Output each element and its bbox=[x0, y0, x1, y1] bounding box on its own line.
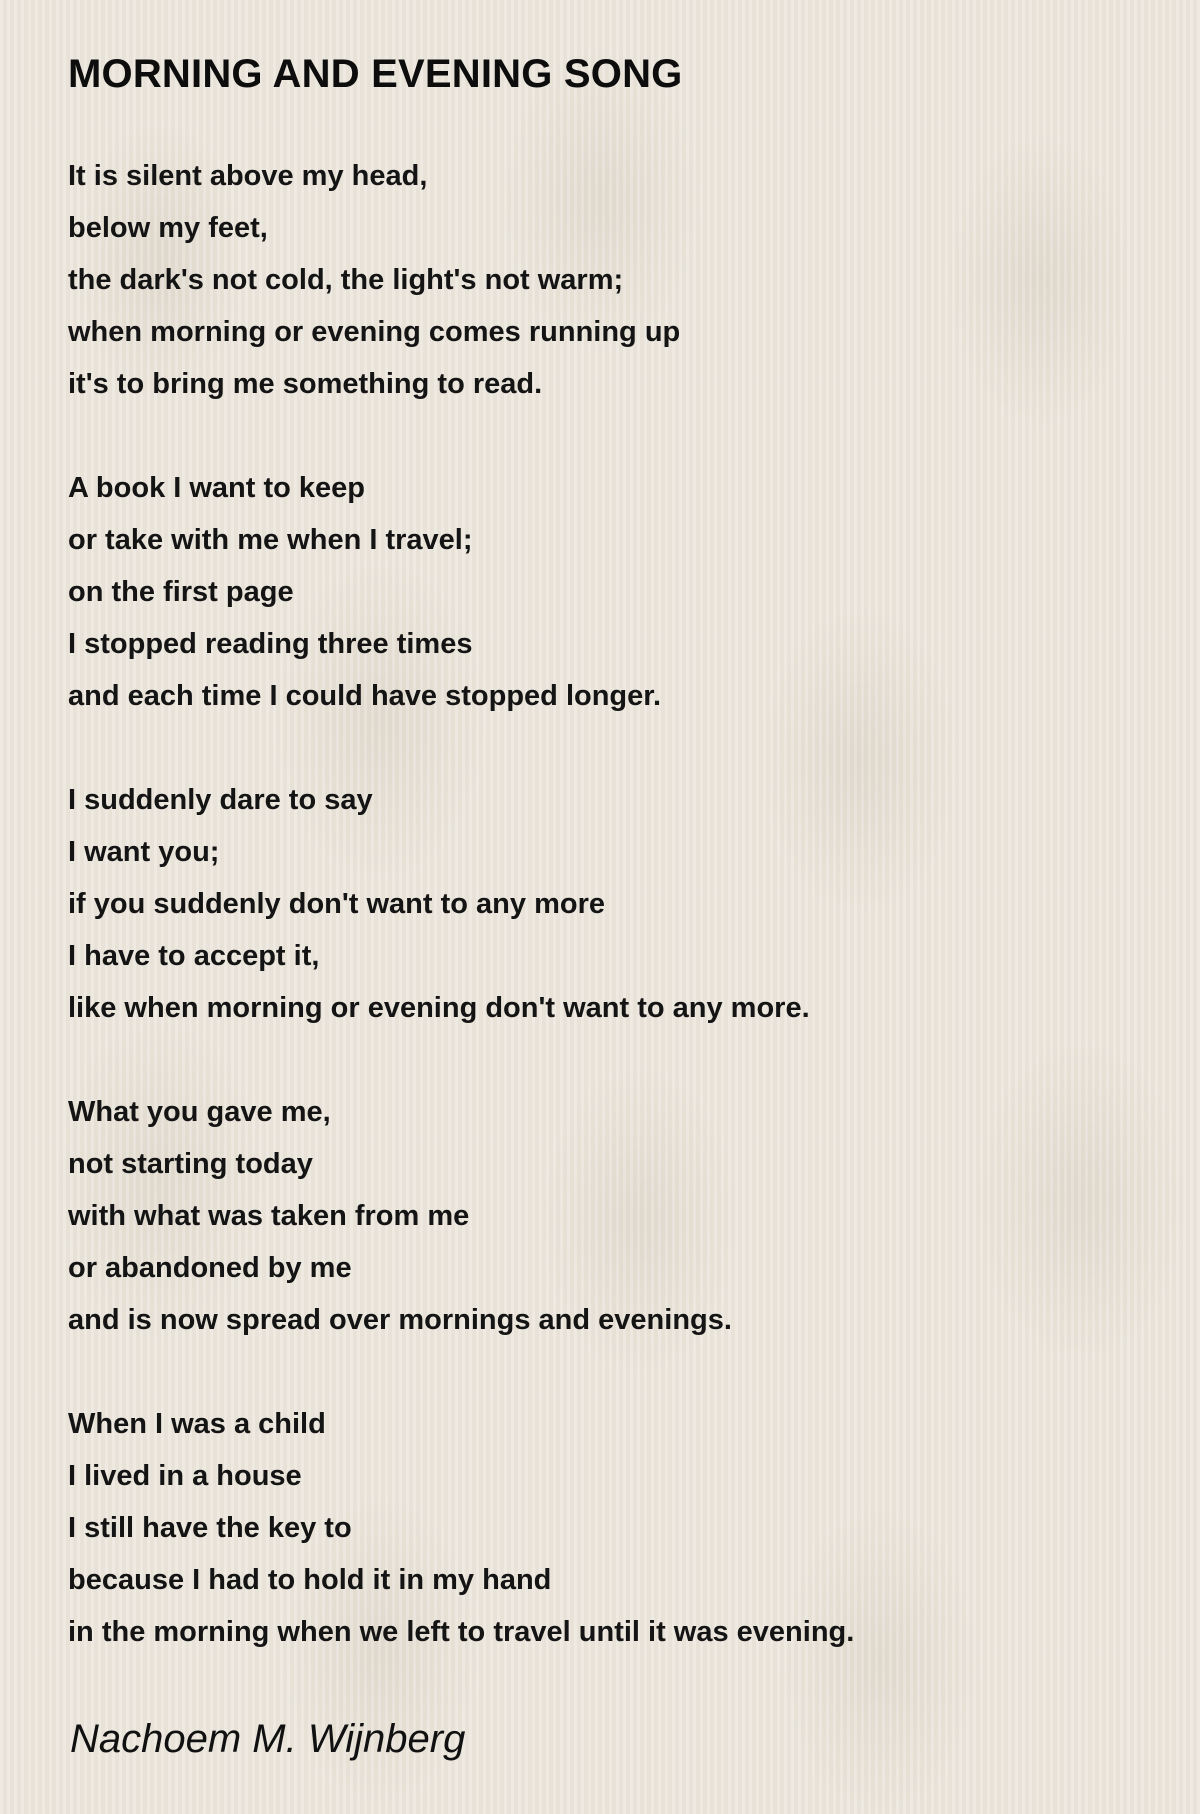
poem-line: I still have the key to bbox=[68, 1512, 352, 1544]
poem-line: and each time I could have stopped longer. bbox=[68, 680, 662, 712]
poem-line: the dark's not cold, the light's not warm; bbox=[68, 264, 624, 296]
stanza-5 bbox=[68, 1398, 1168, 1658]
stanza-1 bbox=[68, 150, 1168, 410]
poem-line: I have to accept it, bbox=[68, 940, 320, 972]
poem-line: or take with me when I travel; bbox=[68, 524, 473, 556]
poem-line: A book I want to keep bbox=[68, 472, 366, 504]
stanza-3 bbox=[68, 774, 1168, 1034]
poem-line: I stopped reading three times bbox=[68, 628, 473, 660]
poem-line: like when morning or evening don't want to any more. bbox=[68, 992, 810, 1024]
poem-line: What you gave me, bbox=[68, 1096, 331, 1128]
poem-line: I suddenly dare to say bbox=[68, 784, 373, 816]
poem-author: Nachoem M. Wijnberg bbox=[70, 1717, 466, 1761]
poem-line: it's to bring me something to read. bbox=[68, 368, 543, 400]
poem-line: in the morning when we left to travel until it was evening. bbox=[68, 1616, 855, 1648]
poem-line: when morning or evening comes running up bbox=[68, 316, 681, 348]
poem-line: not starting today bbox=[68, 1148, 313, 1180]
poem-title: MORNING AND EVENING SONG bbox=[68, 52, 683, 96]
stanza-4 bbox=[68, 1086, 1168, 1346]
poem-line: if you suddenly don't want to any more bbox=[68, 888, 605, 920]
poem-line: When I was a child bbox=[68, 1408, 326, 1440]
stanza-2 bbox=[68, 462, 1168, 722]
poem-line: with what was taken from me bbox=[68, 1200, 470, 1232]
poem-line: It is silent above my head, bbox=[68, 160, 428, 192]
poem-body bbox=[68, 150, 1168, 1710]
poem-line: I want you; bbox=[68, 836, 220, 868]
poem-line: and is now spread over mornings and evenings. bbox=[68, 1304, 732, 1336]
poem-line: or abandoned by me bbox=[68, 1252, 352, 1284]
poem-line: below my feet, bbox=[68, 212, 268, 244]
poem-line: because I had to hold it in my hand bbox=[68, 1564, 552, 1596]
poem-line: on the first page bbox=[68, 576, 294, 608]
poem-line: I lived in a house bbox=[68, 1460, 302, 1492]
